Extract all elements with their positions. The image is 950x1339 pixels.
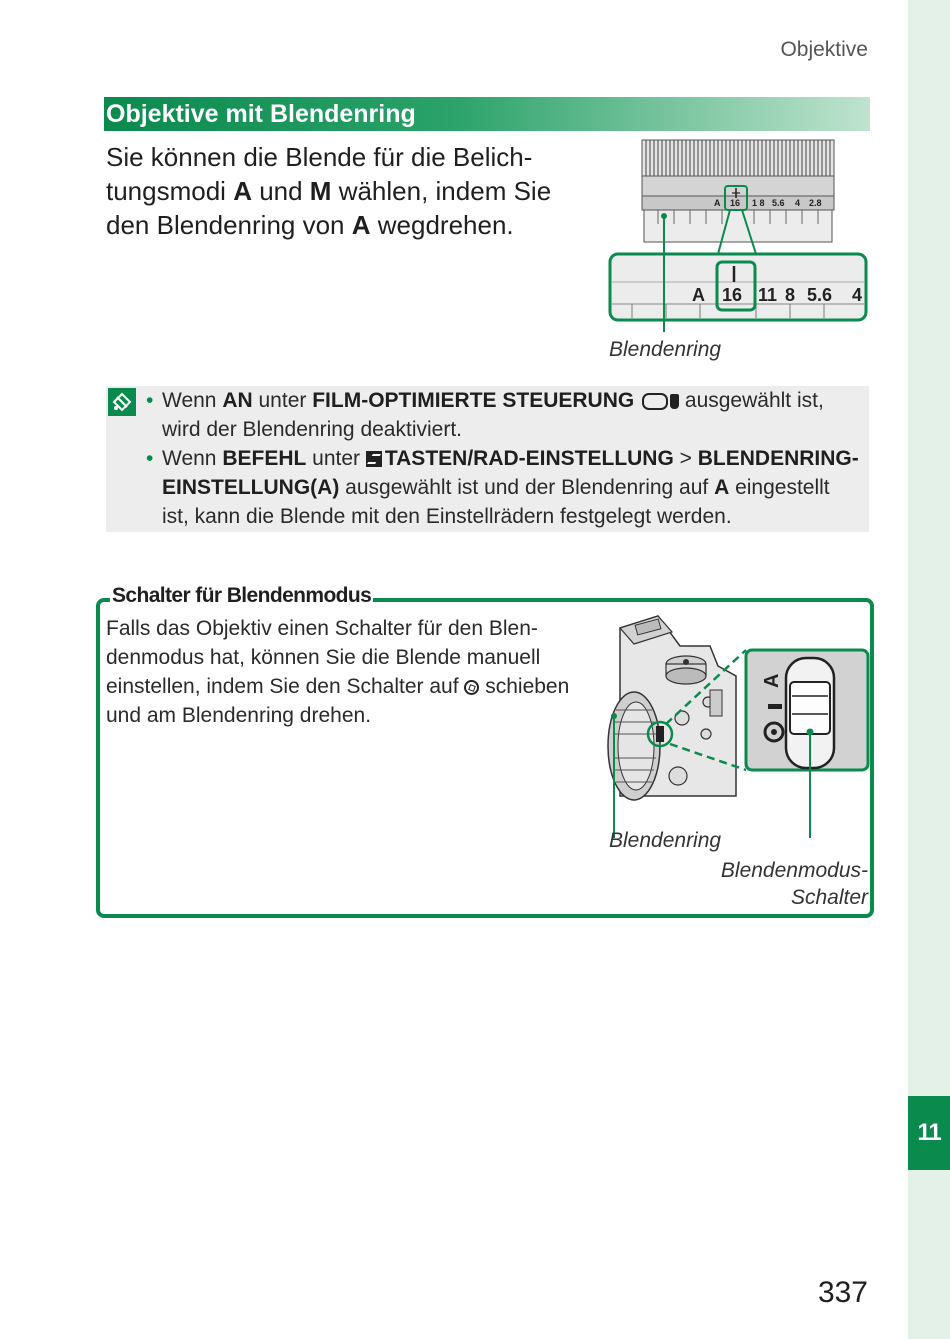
info-box-text: Falls das Objektiv einen Schalter für den Blen- denmodus hat, können Sie die Blende manuell einstellen, indem Sie den Schalter auf schieben und am Blendenring drehen. (106, 617, 570, 727)
film-control-icon (642, 393, 668, 410)
scale-8: 8 (785, 285, 796, 305)
camera-illustration (606, 606, 872, 838)
note-bullet-2: • Wenn BEFEHL unter TASTEN/RAD-EINSTELLUNG > BLENDENRING- EINSTELLUNG(A) ausgewählt ist und der Blendenring auf A eingestellt ist, kann die Blende mit den Einstellrädern festgelegt werden. (146, 447, 859, 528)
section-title: Objektive mit Blendenring (106, 100, 416, 128)
small-scale-16: 16 (730, 198, 741, 208)
small-scale-4: 4 (795, 198, 801, 208)
scale-4: 4 (852, 285, 863, 305)
info-box-title: Schalter für Blendenmodus (112, 584, 372, 607)
small-scale-11-8: 1 8 (752, 198, 765, 208)
small-scale-5-6: 5.6 (772, 198, 785, 208)
scale-11: 11 (758, 285, 778, 305)
intro-paragraph: Sie können die Blende für die Belich- tungsmodi A und M wählen, indem Sie den Blendenring von A wegdrehen. (106, 142, 552, 240)
wrench-icon (366, 451, 382, 467)
small-scale-a: A (714, 198, 721, 208)
note-bullet-1: • Wenn AN unter FILM-OPTIMIERTE STEUERUNG ausgewählt ist, wird der Blendenring deaktiviert. (146, 389, 824, 441)
caption-blendenring-1: Blendenring (609, 338, 722, 361)
scale-16: 16 (722, 285, 743, 305)
caption-blendenring-2: Blendenring (609, 829, 722, 852)
running-header: Objektive (780, 38, 868, 61)
caption-switch: Blendenmodus- Schalter (720, 859, 868, 909)
chapter-tab: 11 (908, 1096, 950, 1170)
scale-5-6: 5.6 (807, 285, 833, 305)
switch-a-label: A (761, 673, 783, 688)
scale-a: A (692, 285, 705, 305)
lens-illustration (606, 136, 872, 336)
aperture-icon (464, 680, 479, 695)
page-number: 337 (817, 1276, 868, 1309)
note-box (106, 386, 869, 532)
small-scale-2-8: 2.8 (809, 198, 822, 208)
hand-icon (670, 394, 679, 409)
note-icon (108, 388, 136, 416)
